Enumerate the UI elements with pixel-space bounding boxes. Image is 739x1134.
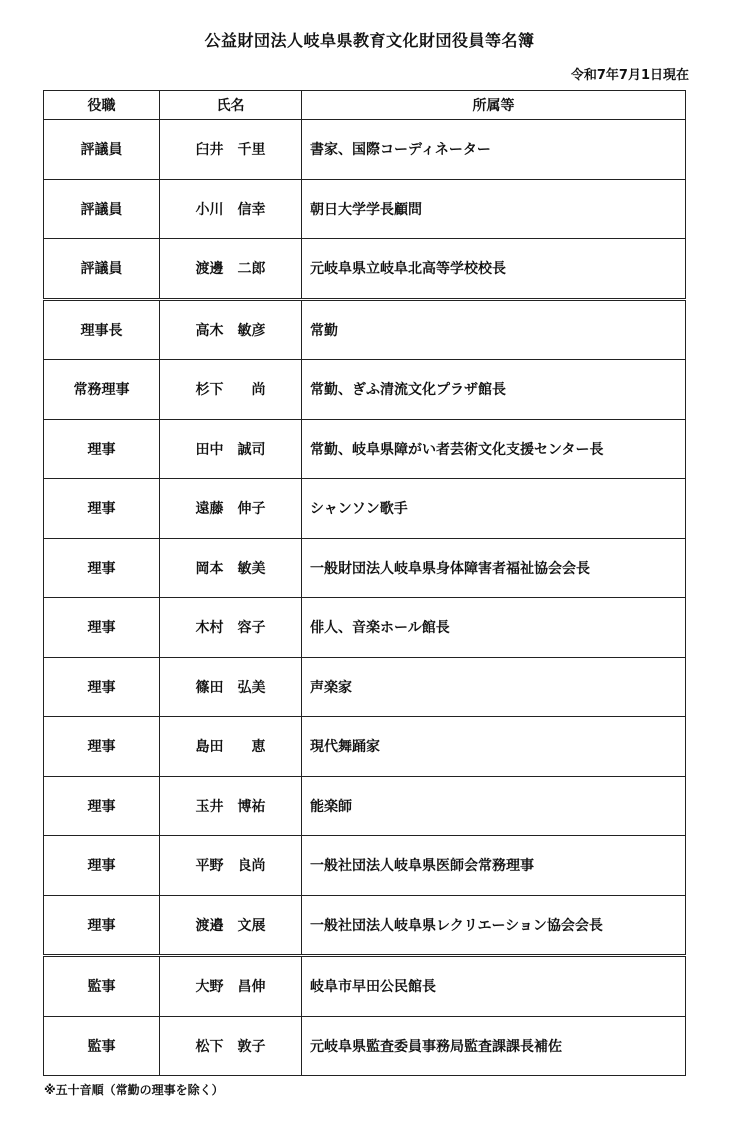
affiliation-cell: 元岐阜県監査委員事務局監査課課長補佐 xyxy=(302,1016,686,1076)
name-cell: 平野 良尚 xyxy=(160,836,302,896)
name-cell: 渡邉 文展 xyxy=(160,895,302,956)
table-row xyxy=(44,776,686,836)
role-cell: 理事 xyxy=(44,598,160,658)
table-row xyxy=(44,836,686,896)
column-header-role: 役職 xyxy=(44,91,160,120)
role-cell: 理事 xyxy=(44,538,160,598)
table-row xyxy=(44,360,686,420)
table-row xyxy=(44,598,686,658)
affiliation-cell: 常勤、ぎふ清流文化プラザ館長 xyxy=(302,360,686,420)
table-row xyxy=(44,538,686,598)
affiliation-cell: 能楽師 xyxy=(302,776,686,836)
affiliation-cell: 俳人、音楽ホール館長 xyxy=(302,598,686,658)
name-cell: 大野 昌伸 xyxy=(160,956,302,1017)
table-row xyxy=(44,179,686,239)
role-cell: 理事 xyxy=(44,836,160,896)
role-cell: 評議員 xyxy=(44,179,160,239)
footnote: ※五十音順（常勤の理事を除く） xyxy=(44,1083,224,1097)
affiliation-cell: 一般財団法人岐阜県身体障害者福祉協会会長 xyxy=(302,538,686,598)
affiliation-cell: シャンソン歌手 xyxy=(302,479,686,539)
name-cell: 岡本 敏美 xyxy=(160,538,302,598)
table-row xyxy=(44,956,686,1017)
name-cell: 高木 敏彦 xyxy=(160,299,302,360)
affiliation-cell: 常勤、岐阜県障がい者芸術文化支援センター長 xyxy=(302,419,686,479)
name-cell: 島田 恵 xyxy=(160,717,302,777)
role-cell: 理事 xyxy=(44,776,160,836)
table-row xyxy=(44,120,686,180)
name-cell: 臼井 千里 xyxy=(160,120,302,180)
name-cell: 木村 容子 xyxy=(160,598,302,658)
role-cell: 常務理事 xyxy=(44,360,160,420)
table-header-row xyxy=(44,91,686,120)
affiliation-cell: 書家、国際コーディネーター xyxy=(302,120,686,180)
affiliation-cell: 現代舞踊家 xyxy=(302,717,686,777)
table-row xyxy=(44,657,686,717)
role-cell: 理事 xyxy=(44,657,160,717)
affiliation-cell: 声楽家 xyxy=(302,657,686,717)
table-row xyxy=(44,299,686,360)
column-header-name: 氏名 xyxy=(160,91,302,120)
role-cell: 理事長 xyxy=(44,299,160,360)
name-cell: 玉井 博祐 xyxy=(160,776,302,836)
name-cell: 松下 敦子 xyxy=(160,1016,302,1076)
table-row xyxy=(44,895,686,956)
role-cell: 監事 xyxy=(44,1016,160,1076)
affiliation-cell: 岐阜市早田公民館長 xyxy=(302,956,686,1017)
name-cell: 遠藤 伸子 xyxy=(160,479,302,539)
role-cell: 理事 xyxy=(44,479,160,539)
name-cell: 杉下 尚 xyxy=(160,360,302,420)
role-cell: 監事 xyxy=(44,956,160,1017)
name-cell: 渡邊 二郎 xyxy=(160,239,302,300)
table-row xyxy=(44,239,686,300)
affiliation-cell: 常勤 xyxy=(302,299,686,360)
role-cell: 理事 xyxy=(44,895,160,956)
role-cell: 評議員 xyxy=(44,239,160,300)
role-cell: 評議員 xyxy=(44,120,160,180)
officer-roster-table xyxy=(43,90,686,1076)
table-row xyxy=(44,419,686,479)
column-header-affiliation: 所属等 xyxy=(302,91,686,120)
page-title: 公益財団法人岐阜県教育文化財団役員等名簿 xyxy=(204,31,535,50)
as-of-date: 令和7年7月1日現在 xyxy=(570,68,689,83)
affiliation-cell: 一般社団法人岐阜県医師会常務理事 xyxy=(302,836,686,896)
name-cell: 小川 信幸 xyxy=(160,179,302,239)
role-cell: 理事 xyxy=(44,419,160,479)
affiliation-cell: 朝日大学学長顧問 xyxy=(302,179,686,239)
table-row xyxy=(44,479,686,539)
name-cell: 田中 誠司 xyxy=(160,419,302,479)
affiliation-cell: 一般社団法人岐阜県レクリエーション協会会長 xyxy=(302,895,686,956)
name-cell: 篠田 弘美 xyxy=(160,657,302,717)
affiliation-cell: 元岐阜県立岐阜北高等学校校長 xyxy=(302,239,686,300)
role-cell: 理事 xyxy=(44,717,160,777)
table-row xyxy=(44,1016,686,1076)
table-row xyxy=(44,717,686,777)
